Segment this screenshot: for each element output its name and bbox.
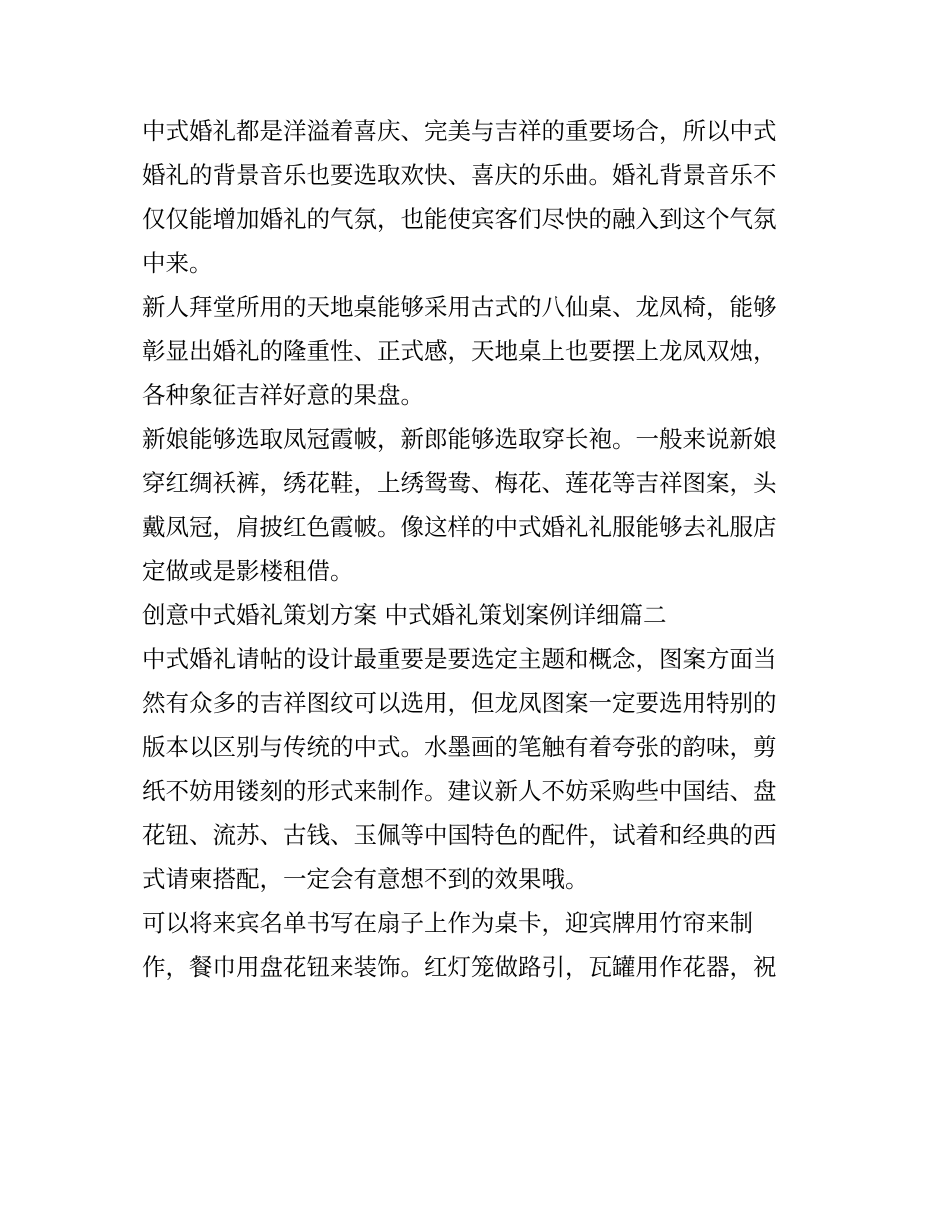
text-line: 花钮、流苏、古钱、玉佩等中国特色的配件，试着和经典的西 [142, 821, 777, 849]
paragraph-altar-table [142, 285, 812, 417]
paragraph-background-music [142, 109, 812, 285]
text-line: 各种象征吉祥好意的果盘。 [142, 381, 424, 409]
text-line: 新人拜堂所用的天地桌能够采用古式的八仙桌、龙凤椅，能够 [142, 293, 777, 321]
text-line: 版本以区别与传统的中式。水墨画的笔触有着夸张的韵味，剪 [142, 733, 777, 761]
text-line: 彰显出婚礼的隆重性、正式感，天地桌上也要摆上龙凤双烛， [142, 337, 777, 365]
text-line: 中式婚礼请帖的设计最重要是要选定主题和概念，图案方面当 [142, 645, 777, 673]
text-line: 中式婚礼都是洋溢着喜庆、完美与吉祥的重要场合，所以中式 [142, 117, 777, 145]
text-line: 仅仅能增加婚礼的气氛，也能使宾客们尽快的融入到这个气氛 [142, 205, 777, 233]
section-heading [142, 593, 812, 637]
text-line: 作，餐巾用盘花钮来装饰。红灯笼做路引，瓦罐用作花器，祝 [142, 953, 777, 981]
text-line: 定做或是影楼租借。 [142, 557, 354, 585]
text-line: 然有众多的吉祥图纹可以选用，但龙凤图案一定要选用特别的 [142, 689, 777, 717]
text-line: 可以将来宾名单书写在扇子上作为桌卡，迎宾牌用竹帘来制 [142, 909, 753, 937]
paragraph-invitation-design [142, 637, 812, 901]
document-body [142, 109, 812, 989]
text-line: 中来。 [142, 249, 213, 277]
text-line: 穿红绸袄裤，绣花鞋，上绣鸳鸯、梅花、莲花等吉祥图案，头 [142, 469, 777, 497]
section-heading-text: 创意中式婚礼策划方案 中式婚礼策划案例详细篇二 [142, 601, 667, 629]
text-line: 戴凤冠，肩披红色霞帔。像这样的中式婚礼礼服能够去礼服店 [142, 513, 777, 541]
text-line: 纸不妨用镂刻的形式来制作。建议新人不妨采购些中国结、盘 [142, 777, 777, 805]
text-line: 式请柬搭配，一定会有意想不到的效果哦。 [142, 865, 589, 893]
text-line: 新娘能够选取凤冠霞帔，新郎能够选取穿长袍。一般来说新娘 [142, 425, 777, 453]
paragraph-wedding-attire [142, 417, 812, 593]
paragraph-decor [142, 901, 812, 989]
text-line: 婚礼的背景音乐也要选取欢快、喜庆的乐曲。婚礼背景音乐不 [142, 161, 777, 189]
